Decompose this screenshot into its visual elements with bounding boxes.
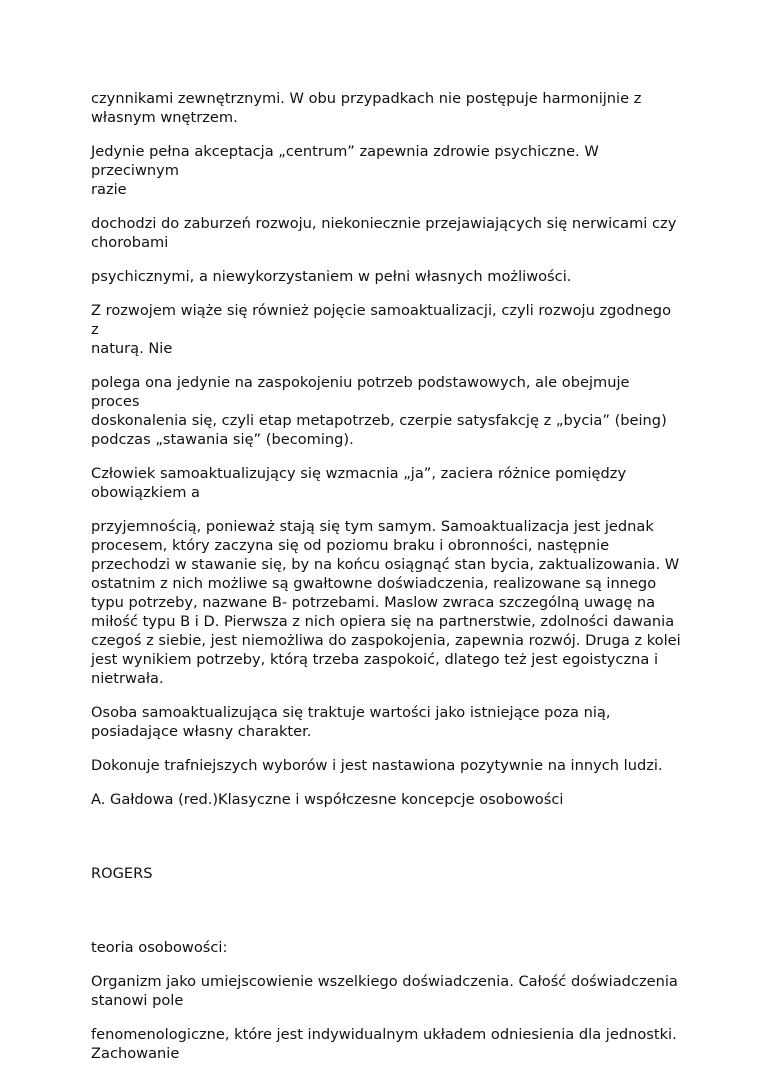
paragraph: teoria osobowości: [91,939,228,956]
paragraph: Organizm jako umiejscowienie wszelkiego doświadczenia. Całość doświadczenia stanowi pole [91,973,678,1009]
blank-space [91,898,681,938]
blank-space [91,824,681,864]
paragraph: polega ona jedynie na zaspokojeniu potrzeb podstawowych, ale obejmuje proces doskonalenia się, czyli etap metapotrzeb, czerpie satysfakcję z „bycia” (being) podczas „stawania się” (becoming). [91,374,667,448]
section-heading-rogers: ROGERS [91,865,153,882]
paragraph: Osoba samoaktualizująca się traktuje wartości jako istniejące poza nią, posiadające własny charakter. [91,704,611,740]
citation: A. Gałdowa (red.)Klasyczne i współczesne koncepcje osobowości [91,791,564,808]
paragraph: Z rozwojem wiąże się również pojęcie samoaktualizacji, czyli rozwoju zgodnego z naturą. Nie [91,302,671,357]
paragraph: psychicznymi, a niewykorzystaniem w pełni własnych możliwości. [91,268,572,285]
document-body [91,89,681,1078]
paragraph: Dokonuje trafniejszych wyborów i jest nastawiona pozytywnie na innych ludzi. [91,757,663,774]
paragraph: przyjemnością, ponieważ stają się tym samym. Samoaktualizacja jest jednak procesem, który zaczyna się od poziomu braku i obronności, następnie przechodzi w stawanie się, by na końcu osiągnąć stan bycia, zaktualizowania. W ostatnim z nich możliwe są gwałtowne doświadczenia, realizowane są innego typu potrzeby, nazwane B- potrzebami. Maslow zwraca szczególną uwagę na miłość typu B i D. Pierwsza z nich opiera się na partnerstwie, zdolności dawania czegoś z siebie, jest niemożliwa do zaspokojenia, zapewnia rozwój. Druga z kolei jest wynikiem potrzeby, którą trzeba zaspokoić, dlatego też jest egoistyczna i nietrwała. [91,518,681,687]
paragraph: Jedynie pełna akceptacja „centrum” zapewnia zdrowie psychiczne. W przeciwnym razie [91,143,599,198]
paragraph: czynnikami zewnętrznymi. W obu przypadkach nie postępuje harmonijnie z własnym wnętrzem. [91,90,642,126]
paragraph: dochodzi do zaburzeń rozwoju, niekoniecznie przejawiających się nerwicami czy chorobami [91,215,677,251]
paragraph: Człowiek samoaktualizujący się wzmacnia „ja”, zaciera różnice pomiędzy obowiązkiem a [91,465,627,501]
paragraph: fenomenologiczne, które jest indywidualnym układem odniesienia dla jednostki. Zachowanie [91,1026,677,1062]
